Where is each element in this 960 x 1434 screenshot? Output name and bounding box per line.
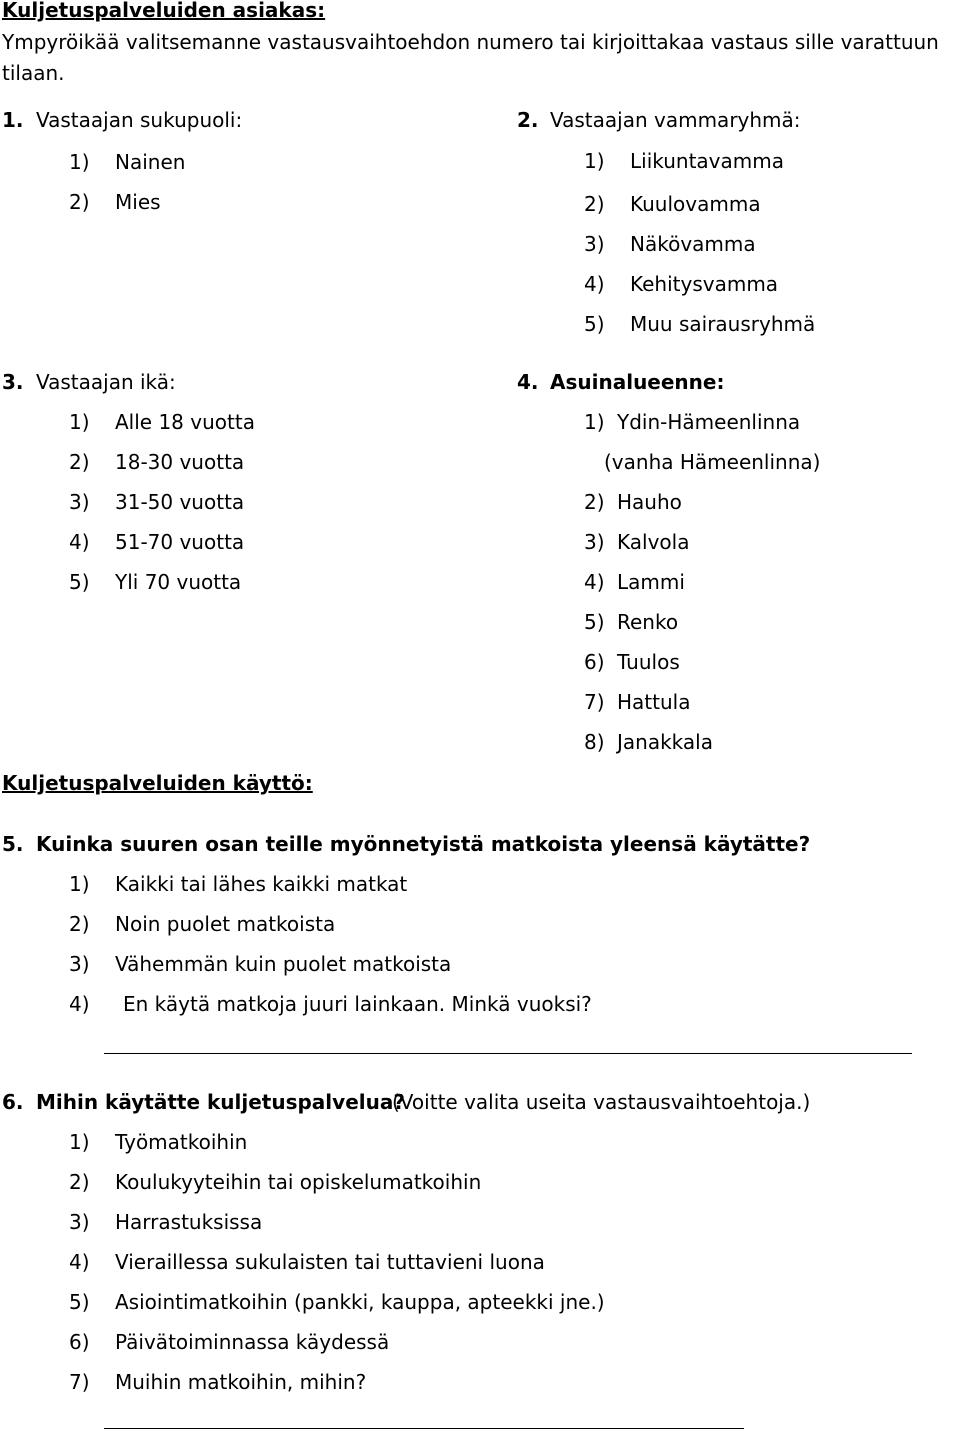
q3-option-4-label: 51-70 vuotta [115,530,245,554]
q2-option-5-number[interactable]: 5) [584,312,605,336]
q1-option-2-number[interactable]: 2) [69,190,90,214]
q5-option-4-label: En käytä matkoja juuri lainkaan. Minkä vuoksi? [123,992,592,1016]
q6-title: Mihin käytätte kuljetuspalvelua? [36,1090,405,1114]
q2-number: 2. [517,108,539,132]
q1-number: 1. [2,108,24,132]
q5-option-2-number[interactable]: 2) [69,912,90,936]
q5-option-1-label: Kaikki tai lähes kaikki matkat [115,872,408,896]
q4-option-5-number[interactable]: 5) [584,610,605,634]
q6-option-2-label: Koulukyyteihin tai opiskelumatkoihin [115,1170,482,1194]
q4-option-6-label: Tuulos [617,650,680,674]
q3-option-2-number[interactable]: 2) [69,450,90,474]
q5-option-1-number[interactable]: 1) [69,872,90,896]
q3-option-1-label: Alle 18 vuotta [115,410,255,434]
q4-title: Asuinalueenne: [550,370,725,394]
q2-option-4-label: Kehitysvamma [630,272,779,296]
q3-option-4-number[interactable]: 4) [69,530,90,554]
q3-option-3-label: 31-50 vuotta [115,490,245,514]
q2-option-2-label: Kuulovamma [630,192,761,216]
q6-option-7-number[interactable]: 7) [69,1370,90,1394]
q6-option-2-number[interactable]: 2) [69,1170,90,1194]
q3-option-1-number[interactable]: 1) [69,410,90,434]
q6-number: 6. [2,1090,24,1114]
q6-option-3-number[interactable]: 3) [69,1210,90,1234]
q4-option-2-number[interactable]: 2) [584,490,605,514]
q4-option-4-label: Lammi [617,570,685,594]
q6-option-5-label: Asiointimatkoihin (pankki, kauppa, apteekki jne.) [115,1290,605,1314]
q1-option-1-number[interactable]: 1) [69,150,90,174]
q4-option-4-number[interactable]: 4) [584,570,605,594]
q5-option-3-label: Vähemmän kuin puolet matkoista [115,952,452,976]
q4-option-8-label: Janakkala [617,730,713,754]
q4-option-3-number[interactable]: 3) [584,530,605,554]
q4-option-7-number[interactable]: 7) [584,690,605,714]
q6-option-1-label: Työmatkoihin [115,1130,248,1154]
q6-option-1-number[interactable]: 1) [69,1130,90,1154]
section-title-usage: Kuljetuspalveluiden käyttö: [2,771,313,795]
q2-option-5-label: Muu sairausryhmä [630,312,816,336]
q6-answer-line[interactable] [104,1428,744,1429]
q2-option-2-number[interactable]: 2) [584,192,605,216]
q6-option-6-label: Päivätoiminnassa käydessä [115,1330,390,1354]
instruction-line-2: tilaan. [2,61,65,85]
q2-option-4-number[interactable]: 4) [584,272,605,296]
q3-title: Vastaajan ikä: [36,370,176,394]
q5-number: 5. [2,832,24,856]
q4-option-1-label: Ydin-Hämeenlinna [617,410,801,434]
q6-option-3-label: Harrastuksissa [115,1210,263,1234]
form-title: Kuljetuspalveluiden asiakas: [2,0,326,22]
q4-option-8-number[interactable]: 8) [584,730,605,754]
q6-option-4-label: Vieraillessa sukulaisten tai tuttavieni luona [115,1250,545,1274]
q3-option-5-number[interactable]: 5) [69,570,90,594]
q3-option-2-label: 18-30 vuotta [115,450,245,474]
q3-number: 3. [2,370,24,394]
q4-option-1-number[interactable]: 1) [584,410,605,434]
q1-option-1-label: Nainen [115,150,186,174]
q4-option-3-label: Kalvola [617,530,690,554]
q2-option-3-number[interactable]: 3) [584,232,605,256]
q3-option-5-label: Yli 70 vuotta [115,570,242,594]
instruction-line-1: Ympyröikää valitsemanne vastausvaihtoehdon numero tai kirjoittakaa vastaus sille varattuun [2,30,939,54]
q6-option-4-number[interactable]: 4) [69,1250,90,1274]
q2-option-1-label: Liikuntavamma [630,149,784,173]
q4-option-6-number[interactable]: 6) [584,650,605,674]
q1-option-2-label: Mies [115,190,161,214]
q1-title: Vastaajan sukupuoli: [36,108,243,132]
q4-option-1-note: (vanha Hämeenlinna) [604,450,821,474]
q6-option-7-label: Muihin matkoihin, mihin? [115,1370,367,1394]
q2-option-3-label: Näkövamma [630,232,756,256]
q4-option-2-label: Hauho [617,490,682,514]
q6-option-6-number[interactable]: 6) [69,1330,90,1354]
q6-option-5-number[interactable]: 5) [69,1290,90,1314]
q6-note: (Voitte valita useita vastausvaihtoehtoja.) [392,1090,811,1114]
q4-option-7-label: Hattula [617,690,691,714]
q5-option-4-number[interactable]: 4) [69,992,90,1016]
q5-title: Kuinka suuren osan teille myönnetyistä matkoista yleensä käytätte? [36,832,811,856]
q4-option-5-label: Renko [617,610,679,634]
q4-number: 4. [517,370,539,394]
q2-option-1-number[interactable]: 1) [584,149,605,173]
q5-answer-line[interactable] [104,1053,912,1054]
q2-title: Vastaajan vammaryhmä: [550,108,801,132]
q5-option-2-label: Noin puolet matkoista [115,912,336,936]
q3-option-3-number[interactable]: 3) [69,490,90,514]
q5-option-3-number[interactable]: 3) [69,952,90,976]
